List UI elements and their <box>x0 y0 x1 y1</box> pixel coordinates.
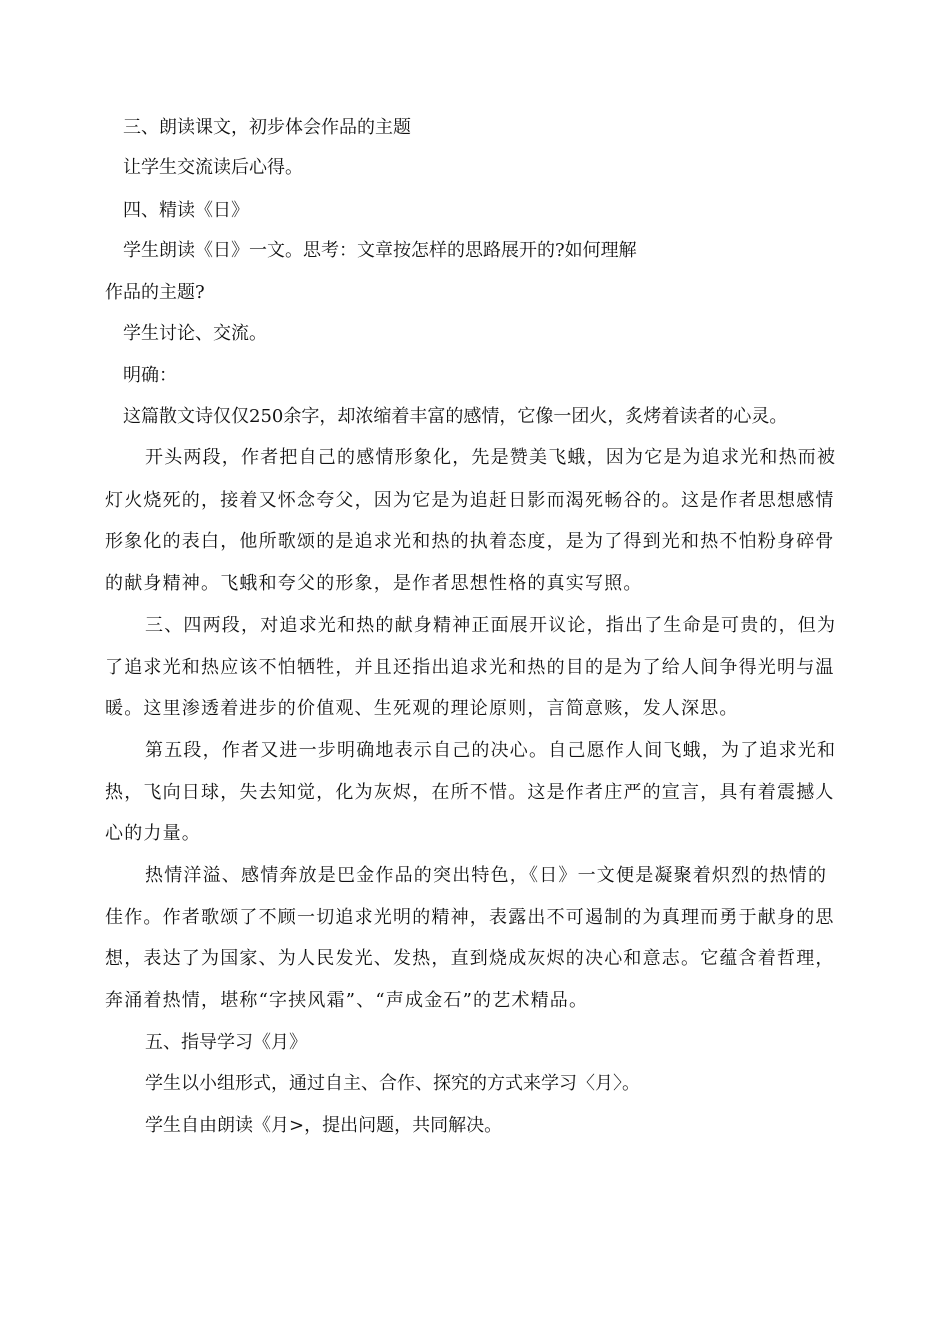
paragraph-line: 学生讨论、交流。 <box>123 323 267 344</box>
section-heading: 四、精读《日》 <box>123 200 249 221</box>
paragraph-line: 学生朗读《日》一文。思考：文章按怎样的思路展开的?如何理解 <box>123 240 637 261</box>
paragraph-line: 这篇散文诗仅仅250余字，却浓缩着丰富的感情，它像一团火，炙烤着读者的心灵。 <box>123 406 788 427</box>
paragraph-line: 了追求光和热应该不怕牺牲，并且还指出追求光和热的目的是为了给人间争得光明与温 <box>105 657 835 678</box>
paragraph-line: 佳作。作者歌颂了不顾一切追求光明的精神，表露出不可遏制的为真理而勇于献身的思 <box>105 907 835 928</box>
paragraph-line: 奔涌着热情，堪称“字挟风霜”、“声成金石”的艺术精品。 <box>105 990 589 1011</box>
paragraph-line: 学生自由朗读《月>，提出问题，共同解决。 <box>145 1115 503 1136</box>
paragraph-line: 明确： <box>123 365 177 386</box>
paragraph-line: 暖。这里渗透着进步的价值观、生死观的理论原则，言简意赅，发人深思。 <box>105 698 739 719</box>
paragraph-line: 第五段，作者又进一步明确地表示自己的决心。自己愿作人间飞蛾，为了追求光和 <box>145 740 837 761</box>
paragraph-line: 让学生交流读后心得。 <box>123 157 303 178</box>
paragraph-line: 三、四两段，对追求光和热的献身精神正面展开议论，指出了生命是可贵的，但为 <box>145 615 837 636</box>
paragraph-line: 热，飞向日球，失去知觉，化为灰烬，在所不惜。这是作者庄严的宣言，具有着震撼人 <box>105 782 835 803</box>
paragraph-line: 热情洋溢、感情奔放是巴金作品的突出特色，《日》一文便是凝聚着炽烈的热情的 <box>145 865 828 886</box>
paragraph-line: 灯火烧死的，接着又怀念夸父，因为它是为追赶日影而渴死畅谷的。这是作者思想感情 <box>105 490 835 511</box>
paragraph-line: 心的力量。 <box>105 823 201 844</box>
paragraph-line: 开头两段，作者把自己的感情形象化，先是赞美飞蛾，因为它是为追求光和热而被 <box>145 447 837 468</box>
paragraph-line: 学生以小组形式，通过自主、合作、探究的方式来学习〈月〉。 <box>145 1073 640 1094</box>
paragraph-line: 作品的主题? <box>105 282 205 303</box>
section-heading: 三、朗读课文，初步体会作品的主题 <box>123 117 411 138</box>
paragraph-line: 形象化的表白，他所歌颂的是追求光和热的执着态度，是为了得到光和热不怕粉身碎骨 <box>105 531 835 552</box>
paragraph-line: 想，表达了为国家、为人民发光、发热，直到烧成灰烬的决心和意志。它蕴含着哲理， <box>105 948 835 969</box>
paragraph-line: 的献身精神。飞蛾和夸父的形象，是作者思想性格的真实写照。 <box>105 573 643 594</box>
section-heading: 五、指导学习《月》 <box>145 1032 307 1053</box>
